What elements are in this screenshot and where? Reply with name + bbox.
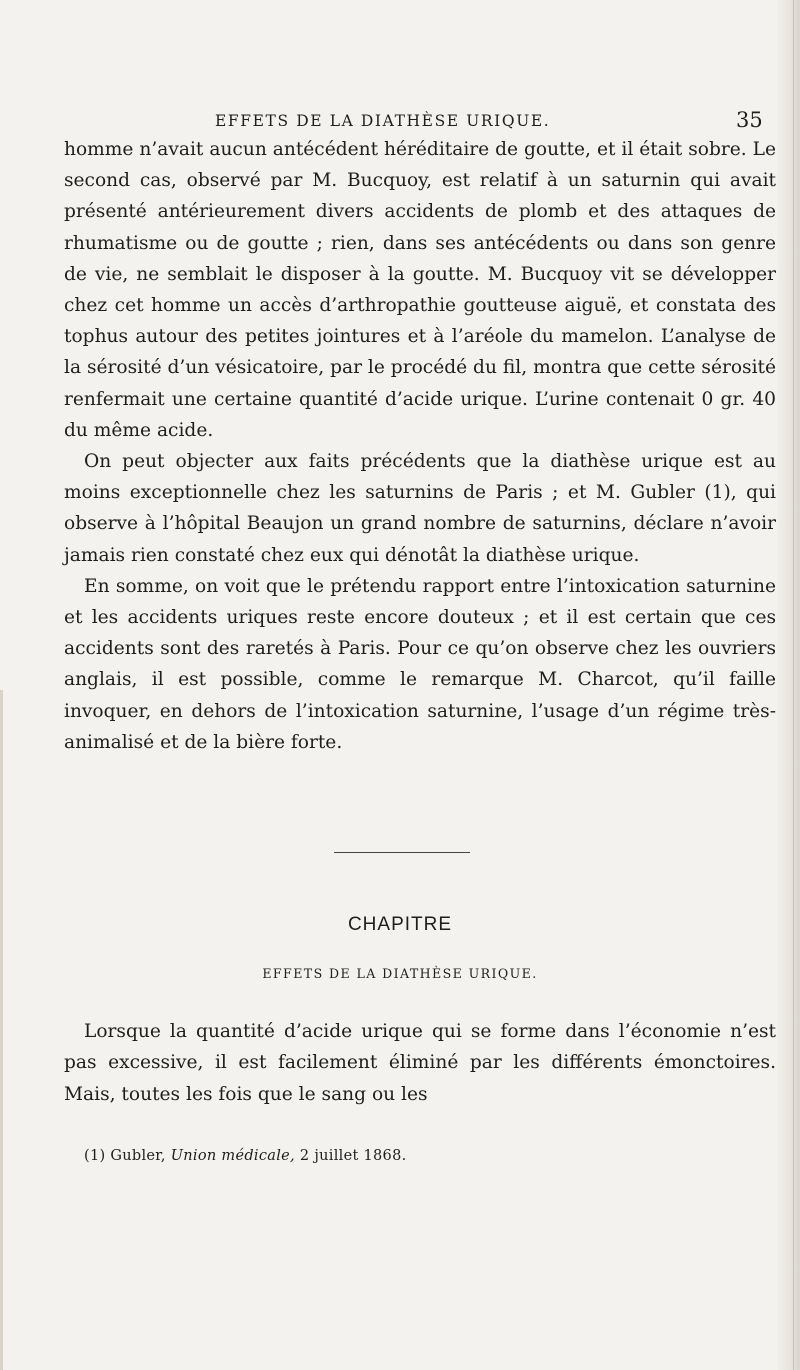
paragraph-2: On peut objecter aux faits précédents que la diathèse urique est au moins exceptionnelle chez les saturnins de Paris ; et M. Gubler (1), qui observe à l’hôpital Beaujon un grand nombre de saturnins, déclare n’avoir jamais rien constaté chez eux qui dénotât la diathèse urique. bbox=[64, 451, 776, 566]
footnote-date: 2 juillet 1868. bbox=[299, 1148, 407, 1164]
chapter-subtitle: EFFETS DE LA DIATHÈSE URIQUE. bbox=[262, 966, 538, 981]
body-text-chapter bbox=[64, 1016, 776, 1110]
paragraph-1: homme n’avait aucun antécédent héréditaire de goutte, et il était sobre. Le second cas, observé par M. Bucquoy, est relatif à un saturnin qui avait présenté antérieurement divers accidents de plomb et des attaques de rhumatisme ou de goutte ; rien, dans ses antécédents ou dans son genre de vie, ne semblait le disposer à la goutte. M. Bucquoy vit se développer chez cet homme un accès d’arthropathie goutteuse aiguë, et constata des tophus autour des petites jointures et à l’aréole du mamelon. L’analyse de la sérosité d’un vésicatoire, par le procédé du fil, montra que cette sérosité renfermait une certaine quantité d’acide urique. L’urine contenait 0 gr. 40 du même acide. bbox=[64, 139, 776, 441]
footnote-source: Union médicale, bbox=[170, 1148, 295, 1164]
section-divider bbox=[334, 852, 470, 853]
page-edge-shadow bbox=[778, 0, 800, 1370]
page-number: 35 bbox=[736, 108, 763, 132]
page-edge-line bbox=[793, 0, 794, 1370]
body-text-top bbox=[64, 134, 776, 758]
paragraph-3: En somme, on voit que le prétendu rapport entre l’intoxication saturnine et les accidents uriques reste encore douteux ; et il est certain que ces accidents sont des raretés à Paris. Pour ce qu’on observe chez les ouvriers anglais, il est possible, comme le remarque M. Charcot, qu’il faille invoquer, en dehors de l’intoxication saturnine, l’usage d’un régime très-animalisé et de la bière forte. bbox=[64, 575, 776, 753]
running-title: EFFETS DE LA DIATHÈSE URIQUE. bbox=[215, 112, 551, 130]
paragraph-chapter: Lorsque la quantité d’acide urique qui se forme dans l’économie n’est pas excessive, il est facilement éliminé par les différents émonctoires. Mais, toutes les fois que le sang ou les bbox=[64, 1021, 776, 1105]
chapter-heading: CHAPITRE bbox=[347, 914, 453, 935]
footnote-marker: (1) Gubler, bbox=[84, 1148, 166, 1164]
footnote bbox=[84, 1148, 407, 1164]
binding-edge bbox=[0, 690, 3, 1370]
